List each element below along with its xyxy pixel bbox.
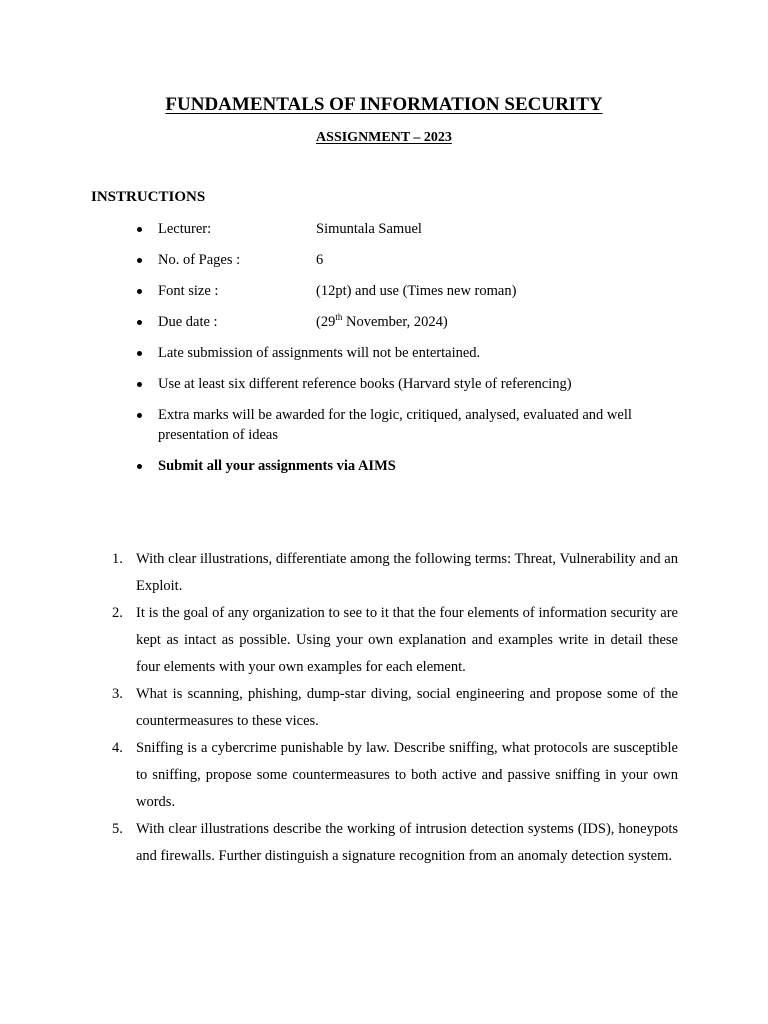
question-number: 2.: [112, 605, 123, 621]
bullet-icon: [137, 289, 142, 294]
question-item: [108, 816, 678, 870]
question-item: [108, 735, 678, 816]
detail-lecturer: [137, 219, 667, 239]
questions-list: [108, 546, 678, 870]
detail-value: 6: [316, 252, 324, 268]
bullet-icon: [137, 258, 142, 263]
question-text: It is the goal of any organization to see to it that the four elements of information security are kept as intact as possible. Using your own explanation and examples write in detail these four elements with your own examples for each element.: [136, 605, 678, 675]
detail-label: Lecturer:: [158, 221, 212, 237]
question-text: Sniffing is a cybercrime punishable by law. Describe sniffing, what protocols are susceptible to sniffing, propose some countermeasures to both active and passive sniffing in your own words.: [136, 740, 678, 810]
detail-value: Simuntala Samuel: [316, 221, 422, 237]
question-item: [108, 546, 678, 600]
due-date-rest: November, 2024): [342, 314, 448, 330]
bullet-icon: [137, 320, 142, 325]
question-text: With clear illustrations describe the working of intrusion detection systems (IDS), honeypots and firewalls. Further distinguish a signature recognition from an anomaly detection system.: [136, 821, 678, 864]
document-title: FUNDAMENTALS OF INFORMATION SECURITY: [165, 94, 603, 115]
note-text: Extra marks will be awarded for the logic, critiqued, analysed, evaluated and well presentation of ideas: [158, 407, 632, 443]
note-text: Late submission of assignments will not be entertained.: [158, 345, 481, 361]
question-item: [108, 600, 678, 681]
detail-pages: [137, 250, 667, 270]
detail-label: No. of Pages :: [158, 252, 241, 268]
detail-due-date: [137, 312, 667, 332]
instructions-list: [137, 219, 667, 487]
bullet-icon: [137, 413, 142, 418]
question-number: 1.: [112, 551, 123, 567]
question-text: With clear illustrations, differentiate among the following terms: Threat, Vulnerability and an Exploit.: [136, 551, 678, 594]
question-number: 4.: [112, 740, 123, 756]
instructions-heading: INSTRUCTIONS: [91, 189, 206, 205]
due-date-suffix: th: [335, 312, 343, 323]
detail-label: Due date :: [158, 314, 218, 330]
note-submit: [137, 456, 667, 476]
detail-value: (12pt) and use (Times new roman): [316, 283, 517, 299]
note-text: Use at least six different reference books (Harvard style of referencing): [158, 376, 572, 392]
question-text: What is scanning, phishing, dump-star diving, social engineering and propose some of the countermeasures to these vices.: [136, 686, 678, 729]
assignment-subtitle: ASSIGNMENT – 2023: [316, 130, 452, 145]
bullet-icon: [137, 464, 142, 469]
note-extra-marks: [137, 405, 667, 445]
note-references: [137, 374, 667, 394]
question-item: [108, 681, 678, 735]
bullet-icon: [137, 351, 142, 356]
bullet-icon: [137, 227, 142, 232]
question-number: 3.: [112, 686, 123, 702]
note-text-bold: Submit all your assignments via AIMS: [158, 458, 396, 474]
question-number: 5.: [112, 821, 123, 837]
note-late-submission: [137, 343, 667, 363]
bullet-icon: [137, 382, 142, 387]
due-date-prefix: (29: [316, 314, 336, 330]
detail-label: Font size :: [158, 283, 219, 299]
detail-font-size: [137, 281, 667, 301]
